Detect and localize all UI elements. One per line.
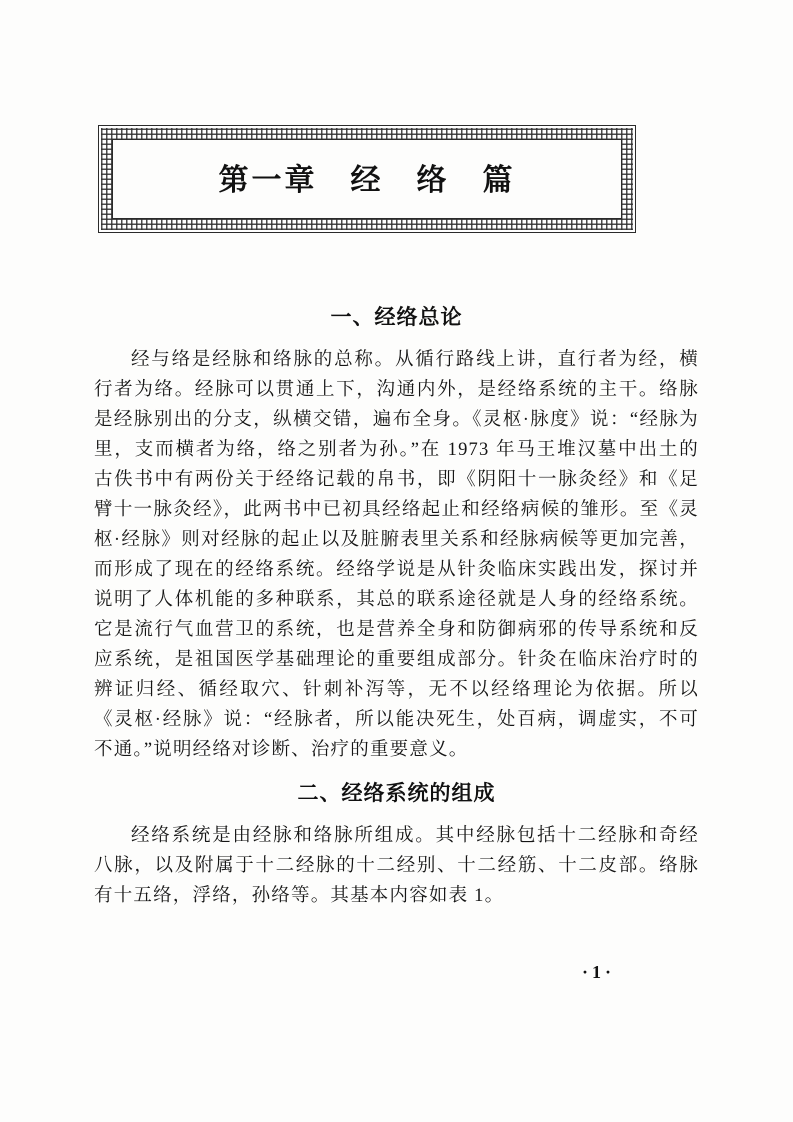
section-paragraph: 经与络是经脉和络脉的总称。从循行路线上讲，直行者为经，横行者为络。经脉可以贯通上下，沟通内外，是经络系统的主干。络脉是经脉别出的分支，纵横交错，遍布全身。《灵枢·脉度》说：“经脉为里，支而横者为络，络之别者为孙。”在 1973 年马王堆汉墓中出土的古佚书中有两份关于经络记载的帛书，即《阴阳十一脉灸经》和《足臂十一脉灸经》，此两书中已初具经络起止和经络病候的雏形。至《灵枢·经脉》则对经脉的起止以及脏腑表里关系和经脉病候等更加完善，而形成了现在的经络系统。经络学说是从针灸临床实践出发，探讨并说明了人体机能的多种联系，其总的联系途径就是人身的经络系统。它是流行气血营卫的系统，也是营养全身和防御病邪的传导系统和反应系统，是祖国医学基础理论的重要组成部分。针灸在临床治疗时的辨证归经、循经取穴、针刺补泻等，无不以经络理论为依据。所以《灵枢·经脉》说：“经脉者，所以能决死生，处百病，调虚实，不可不通。”说明经络对诊断、治疗的重要意义。 <box>94 350 699 760</box>
page-content <box>0 125 793 911</box>
section-heading-general-theory: 一、经络总论 <box>330 306 463 329</box>
section-paragraph: 经络系统是由经脉和络脉所组成。其中经脉包括十二经脉和奇经八脉，以及附属于十二经脉的十二经别、十二经筋、十二皮部。络脉有十五络，浮络，孙络等。其基本内容如表 1。 <box>94 826 699 906</box>
fret-pattern-border <box>101 128 633 230</box>
chapter-title-frame <box>98 125 636 233</box>
chapter-title: 第一章 经 络 篇 <box>218 164 516 197</box>
page-number: ·1· <box>581 962 615 982</box>
chapter-title-inner-box <box>112 139 622 219</box>
section-heading-system-composition: 二、经络系统的组成 <box>297 782 496 805</box>
